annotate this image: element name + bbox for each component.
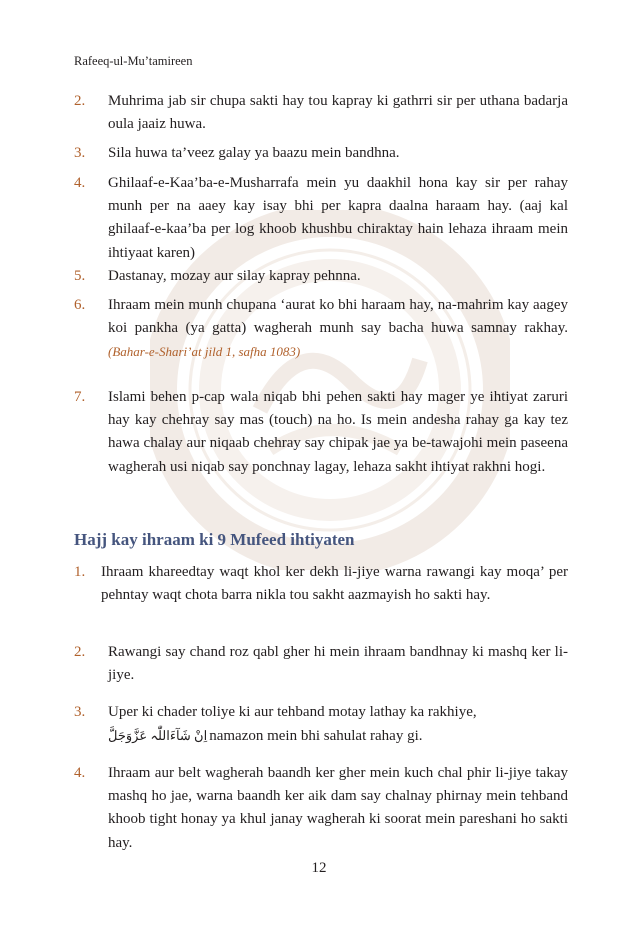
item-text: namazon mein bhi sahulat rahay gi.	[209, 728, 423, 745]
list-item: 2. Muhrima jab sir chupa sakti hay tou kapray ki gathrri sir per uthana badarja oula jaaiz huwa.	[74, 93, 568, 133]
list-item: 7. Islami behen p-cap wala niqab bhi pehen sakti hay mager ye ihtiyat zaruri hay kay chehray say mas (touch) na ho. Is mein andesha rahay ga kay tez hawa chalay aur niqaab chehray say chipak jae ya be-tawajohi mein paseena wagherah usi niqab say ponchnay lagay, lehaza sakht ihtiyat rakhni hogi.	[74, 389, 568, 475]
list-item: 4. Ghilaaf-e-Kaa’ba-e-Musharrafa mein yu daakhil hona kay sir per rahay munh per na aaey kay isay bhi per kapra daalna haraam hay. (aaj kal ghilaaf-e-kaa’ba per log khoob khushbu chiraktay hain lehaza ihraam mein ihtiyaat karen)	[74, 175, 568, 261]
list-item: 5. Dastanay, mozay aur silay kapray pehnna.	[74, 268, 361, 284]
running-header: Rafeeq-ul-Mu’tamireen	[74, 54, 193, 68]
list-item: 4. Ihraam aur belt wagherah baandh ker gher mein kuch chal phir li-jiye takay mashq ho jae, warna baandh ker aik dam say chalnay phirnay mein tehband khoob tight honay ya khul janay wagherah ki soorat mein pareshani ho sakti hay.	[74, 765, 568, 851]
list-item: 3. Uper ki chader toliye ki aur tehband motay lathay ka rakhiye, اِنْ شَآءَاللّٰہ عَزَّوَجَلَّ namazon mein bhi sahulat rahay gi.	[74, 704, 477, 745]
list-item: 1. Ihraam khareedtay waqt khol ker dekh li-jiye warna rawangi kay moqa’ per pehntay waqt chota barra nikla tou sakht aazmayish ho sakti hay.	[74, 564, 568, 604]
list-item: 6. Ihraam mein munh chupana ‘aurat ko bhi haraam hay, na-mahrim kay aagey koi pankha (ya gatta) wagherah munh say bacha huwa samnay rakhay. (Bahar-e-Shari’at jild 1, safha 1083)	[74, 297, 568, 360]
list-item: 3. Sila huwa ta’veez galay ya baazu mein bandhna.	[74, 145, 400, 161]
page-number: 12	[311, 860, 327, 876]
reference-citation: (Bahar-e-Shari’at jild 1, safha 1083)	[108, 344, 301, 360]
section-heading: Hajj kay ihraam ki 9 Mufeed ihtiyaten	[74, 530, 355, 549]
item-text: Ihraam mein munh chupana ‘aurat ko bhi haraam hay, na-mahrim kay aagey koi pankha (ya gatta) wagherah munh say bacha huwa samnay rakhay.	[108, 297, 568, 337]
arabic-phrase: اِنْ شَآءَاللّٰہ عَزَّوَجَلَّ	[108, 728, 208, 744]
list-item: 2. Rawangi say chand roz qabl gher hi mein ihraam bandhnay ki mashq ker li-jiye.	[74, 644, 568, 684]
item-text: Uper ki chader toliye ki aur tehband motay lathay ka rakhiye,	[108, 704, 477, 720]
